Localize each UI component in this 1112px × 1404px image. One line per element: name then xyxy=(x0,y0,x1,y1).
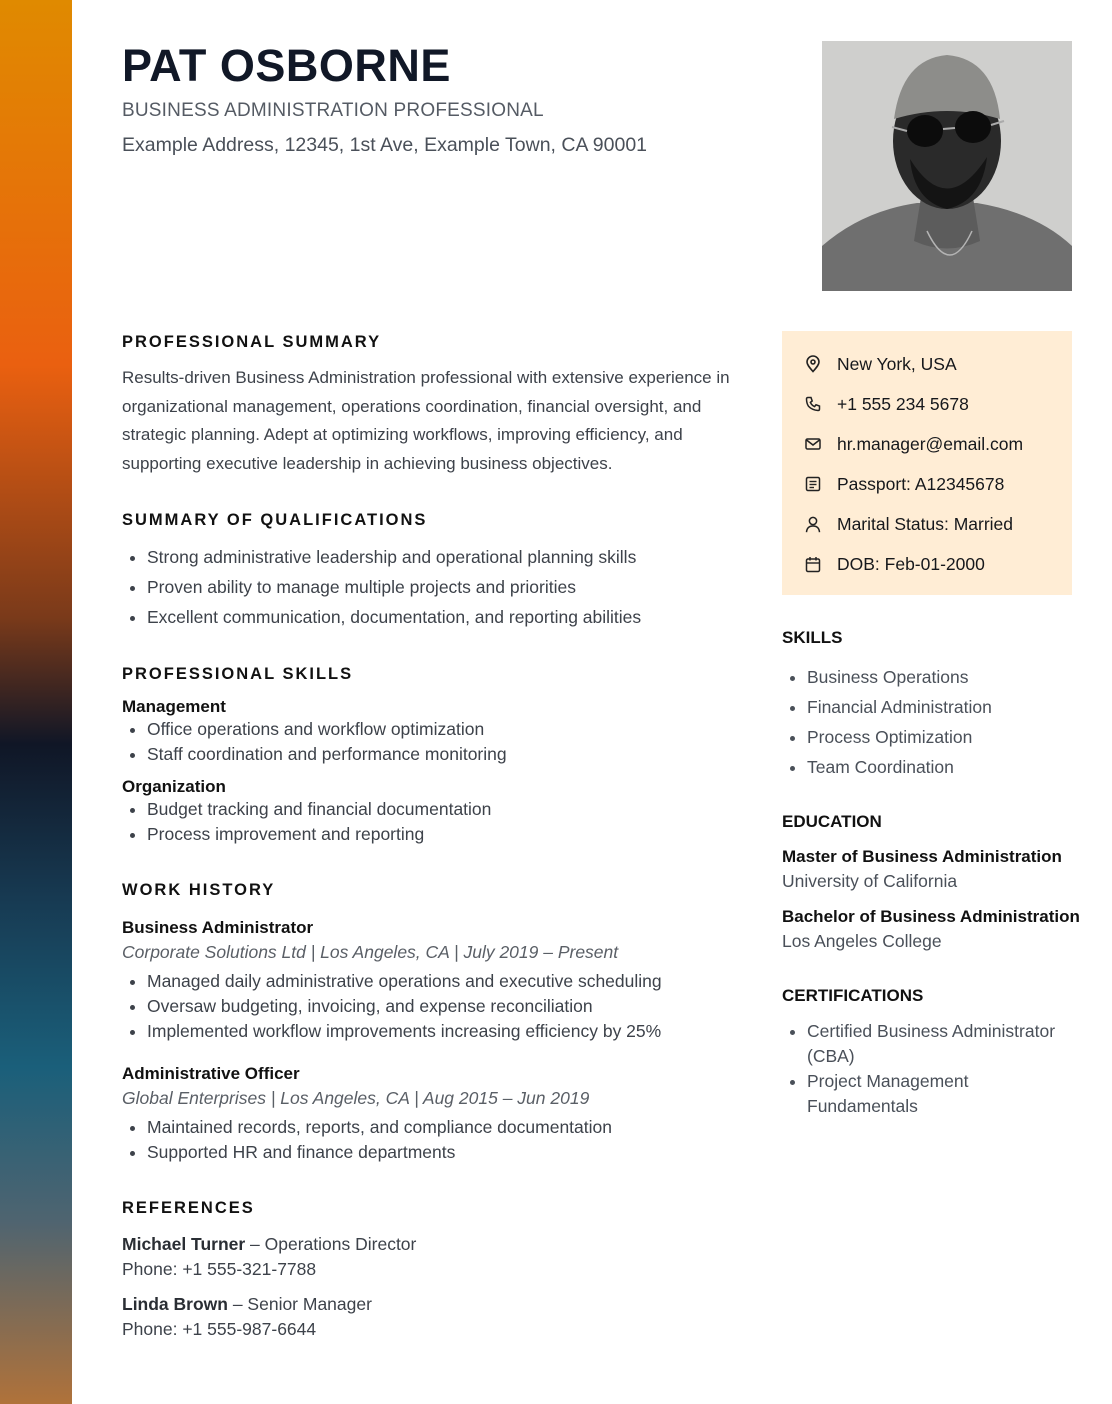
contact-info-box xyxy=(782,331,1072,595)
candidate-address: Example Address, 12345, 1st Ave, Example Town, CA 90001 xyxy=(122,134,648,156)
contact-email xyxy=(782,424,1072,464)
list-item: • Managed daily administrative operations and executive scheduling xyxy=(147,969,752,994)
list-item: • Supported HR and finance departments xyxy=(147,1140,752,1165)
contact-marital-text: Marital Status: Married xyxy=(837,513,1014,534)
education-school: University of California xyxy=(782,871,958,891)
skill-group-list xyxy=(122,717,752,767)
main-column xyxy=(122,333,752,1342)
list-item: • Certified Business Administrator (CBA) xyxy=(807,1019,1077,1069)
job-title: Business Administrator xyxy=(122,918,314,937)
list-item: • Maintained records, reports, and compliance documentation xyxy=(147,1115,752,1140)
skills-section xyxy=(782,628,1082,782)
qualifications-section xyxy=(122,511,752,632)
phone-icon xyxy=(804,395,822,413)
contact-email-text[interactable]: hr.manager@email.com xyxy=(837,433,1024,454)
location-pin-icon xyxy=(804,355,822,373)
professional-summary-section xyxy=(122,333,752,478)
work-history-section xyxy=(122,881,752,1165)
list-item: • Process Optimization xyxy=(807,722,1082,752)
skills-list xyxy=(782,662,1082,782)
candidate-headline: BUSINESS ADMINISTRATION PROFESSIONAL xyxy=(122,100,544,121)
reference-phone: Phone: +1 555-321-7788 xyxy=(122,1259,317,1279)
skill-group-title: Organization xyxy=(122,777,226,796)
education-school: Los Angeles College xyxy=(782,931,942,951)
professional-summary-heading: PROFESSIONAL SUMMARY xyxy=(122,333,382,351)
list-item: • Team Coordination xyxy=(807,752,1082,782)
certifications-list xyxy=(782,1019,1077,1119)
list-item: • Strong administrative leadership and operational planning skills xyxy=(147,542,752,572)
job-duties-list xyxy=(122,1115,752,1165)
list-item: • Implemented workflow improvements increasing efficiency by 25% xyxy=(147,1019,752,1044)
certifications-heading: CERTIFICATIONS xyxy=(782,986,924,1005)
calendar-icon xyxy=(804,555,822,573)
decorative-gradient-strip xyxy=(0,0,72,1404)
professional-summary-text: Results-driven Business Administration professional with extensive experience in organizational management, operations coordination, financial oversight, and strategic planning. Adept at optimizing workflows, improving efficiency, and supporting executive leadership in achieving business objectives. xyxy=(122,368,730,473)
reference-entry xyxy=(122,1232,752,1257)
references-section xyxy=(122,1199,752,1342)
reference-name: Linda Brown xyxy=(122,1294,228,1314)
references-heading: REFERENCES xyxy=(122,1199,255,1217)
job-duties-list xyxy=(122,969,752,1044)
contact-location-text: New York, USA xyxy=(837,353,957,374)
reference-entry xyxy=(122,1292,752,1317)
education-section xyxy=(782,812,1082,952)
qualifications-list xyxy=(122,542,752,632)
job-meta: Corporate Solutions Ltd | Los Angeles, CA | July 2019 – Present xyxy=(122,942,619,962)
professional-skills-section xyxy=(122,665,752,847)
job-meta: Global Enterprises | Los Angeles, CA | Aug 2015 – Jun 2019 xyxy=(122,1088,590,1108)
reference-role: – Operations Director xyxy=(245,1234,417,1254)
education-degree: Master of Business Administration xyxy=(782,847,1062,866)
list-item: • Excellent communication, documentation, and reporting abilities xyxy=(147,602,752,632)
list-item: • Proven ability to manage multiple projects and priorities xyxy=(147,572,752,602)
education-degree: Bachelor of Business Administration xyxy=(782,907,1080,926)
resume-header xyxy=(122,40,762,157)
contact-dob-text: DOB: Feb-01-2000 xyxy=(837,553,985,574)
reference-phone: Phone: +1 555-987-6644 xyxy=(122,1319,317,1339)
list-item: • Business Operations xyxy=(807,662,1082,692)
person-icon xyxy=(804,515,822,533)
contact-passport-text: Passport: A12345678 xyxy=(837,473,1005,494)
skills-heading: SKILLS xyxy=(782,628,843,647)
contact-phone-text: +1 555 234 5678 xyxy=(837,393,969,414)
list-item: • Budget tracking and financial documentation xyxy=(147,797,752,822)
reference-name: Michael Turner xyxy=(122,1234,246,1254)
mail-icon xyxy=(804,435,822,453)
candidate-name: PAT OSBORNE xyxy=(122,40,451,91)
profile-photo xyxy=(822,41,1072,291)
education-heading: EDUCATION xyxy=(782,812,882,831)
contact-location xyxy=(782,344,1072,384)
professional-skills-heading: PROFESSIONAL SKILLS xyxy=(122,665,354,683)
qualifications-heading: SUMMARY OF QUALIFICATIONS xyxy=(122,511,428,529)
skill-group-list xyxy=(122,797,752,847)
contact-phone xyxy=(782,384,1072,424)
contact-passport xyxy=(782,464,1072,504)
contact-dob xyxy=(782,544,1072,584)
certifications-section xyxy=(782,986,1082,1119)
job-title: Administrative Officer xyxy=(122,1064,300,1083)
reference-role: – Senior Manager xyxy=(227,1294,372,1314)
skill-group-title: Management xyxy=(122,697,226,716)
list-item: • Office operations and workflow optimization xyxy=(147,717,752,742)
contact-marital xyxy=(782,504,1072,544)
list-item: • Process improvement and reporting xyxy=(147,822,752,847)
list-item: • Oversaw budgeting, invoicing, and expense reconciliation xyxy=(147,994,752,1019)
work-history-heading: WORK HISTORY xyxy=(122,881,276,899)
right-column xyxy=(782,628,1082,1119)
document-icon xyxy=(804,475,822,493)
list-item: • Staff coordination and performance monitoring xyxy=(147,742,752,767)
list-item: • Financial Administration xyxy=(807,692,1082,722)
list-item: • Project Management Fundamentals xyxy=(807,1069,1077,1119)
